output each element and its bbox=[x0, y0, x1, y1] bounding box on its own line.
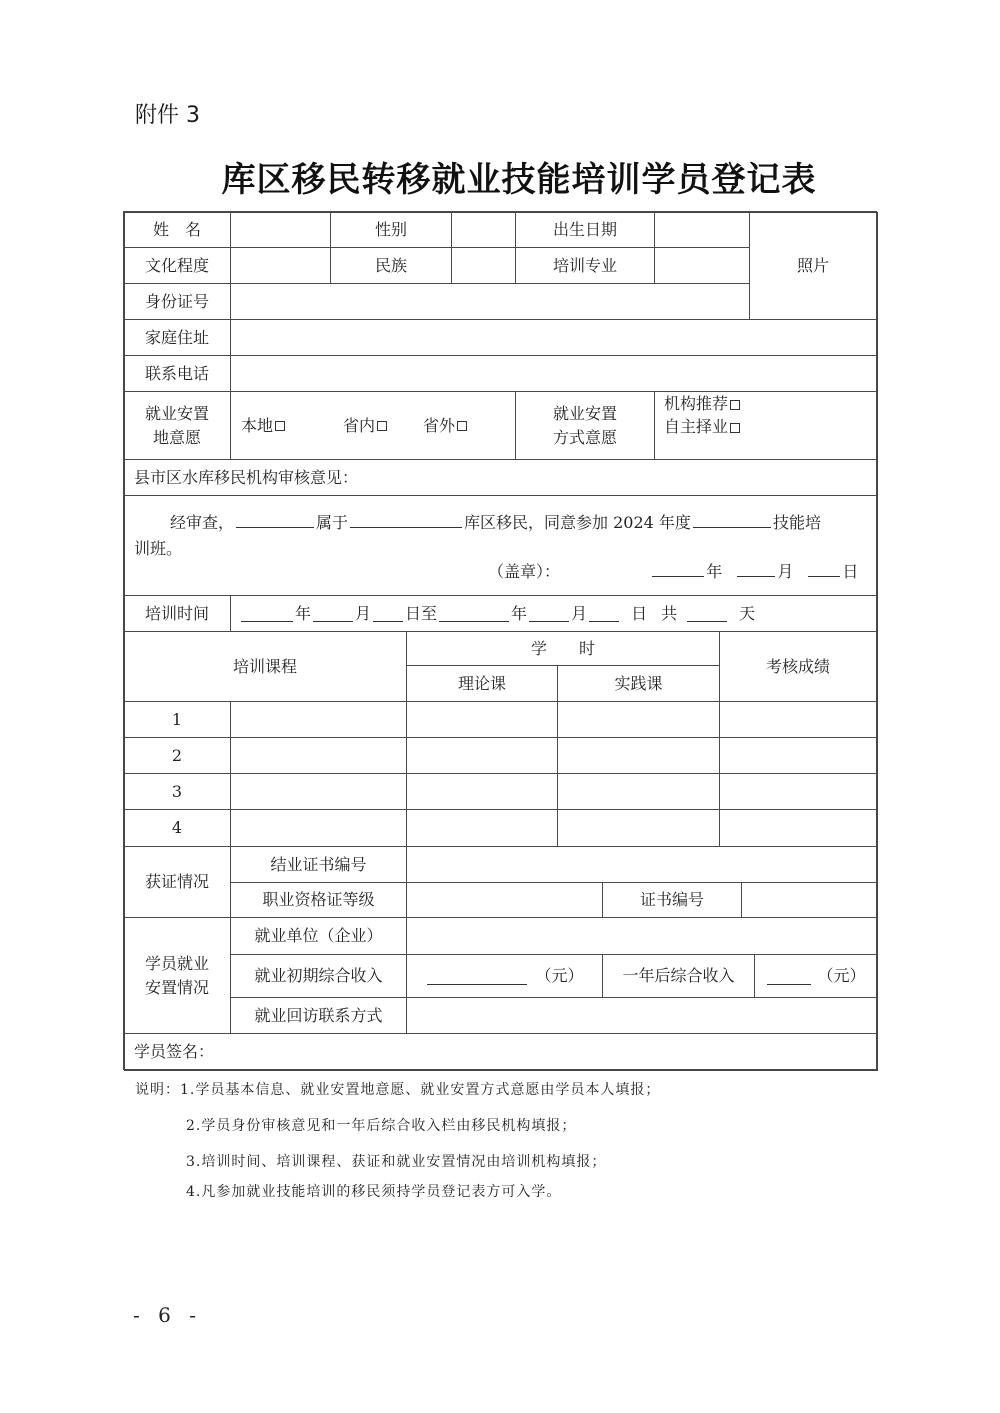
employer-field[interactable] bbox=[406, 917, 877, 955]
practice-hours-field[interactable] bbox=[557, 701, 720, 738]
option-self-employment[interactable]: 自主择业 bbox=[664, 415, 740, 438]
checkbox-icon[interactable] bbox=[377, 421, 387, 431]
score-field[interactable] bbox=[719, 809, 877, 847]
theory-hours-field[interactable] bbox=[406, 809, 558, 847]
review-month-blank[interactable] bbox=[737, 560, 775, 577]
training-major-label: 培训专业 bbox=[515, 247, 655, 284]
program-blank[interactable] bbox=[693, 511, 771, 528]
initial-income-label: 就业初期综合收入 bbox=[230, 954, 407, 998]
score-field[interactable] bbox=[719, 737, 877, 774]
course-name-field[interactable] bbox=[230, 809, 407, 847]
practice-header: 实践课 bbox=[557, 665, 720, 702]
followup-field[interactable] bbox=[406, 997, 877, 1034]
qualification-field[interactable] bbox=[406, 882, 603, 918]
review-statement: 经审查， 属于 库区移民，同意参加 2024 年度 技能培 bbox=[170, 513, 821, 532]
form-title: 库区移民转移就业技能培训学员登记表 bbox=[221, 160, 817, 200]
qualification-label: 职业资格证等级 bbox=[230, 882, 407, 918]
row-number: 4 bbox=[123, 809, 231, 847]
one-year-income-field: （元） bbox=[754, 954, 877, 998]
employment-label: 学员就业安置情况 bbox=[123, 917, 231, 1034]
ethnicity-label: 民族 bbox=[330, 247, 452, 284]
ethnicity-field[interactable] bbox=[451, 247, 516, 284]
initial-income-blank[interactable] bbox=[427, 968, 527, 985]
attachment-label: 附件 3 bbox=[135, 103, 200, 128]
review-heading: 县市区水库移民机构审核意见： bbox=[123, 459, 877, 496]
option-out-province[interactable]: 省外 bbox=[423, 414, 467, 437]
notes-line-1: 说明：1.学员基本信息、就业安置地意愿、就业安置方式意愿由学员本人填报； bbox=[135, 1082, 661, 1098]
seal-label: （盖章）： bbox=[488, 562, 561, 581]
hours-header: 学 时 bbox=[406, 631, 720, 666]
phone-label: 联系电话 bbox=[123, 355, 231, 392]
score-field[interactable] bbox=[719, 773, 877, 810]
theory-hours-field[interactable] bbox=[406, 701, 558, 738]
method-options bbox=[654, 391, 877, 460]
completion-cert-label: 结业证书编号 bbox=[230, 846, 407, 883]
end-month-blank[interactable] bbox=[529, 605, 569, 622]
student-signature[interactable]: 学员签名： bbox=[123, 1033, 877, 1070]
total-days-blank[interactable] bbox=[687, 605, 727, 622]
score-header: 考核成绩 bbox=[719, 631, 877, 702]
education-label: 文化程度 bbox=[123, 247, 231, 284]
theory-hours-field[interactable] bbox=[406, 773, 558, 810]
option-local[interactable]: 本地 bbox=[241, 414, 285, 437]
id-number-field[interactable] bbox=[230, 283, 750, 320]
start-year-blank[interactable] bbox=[241, 605, 293, 622]
option-agency-recommend[interactable]: 机构推荐 bbox=[664, 392, 740, 415]
location-options bbox=[230, 391, 516, 460]
practice-hours-field[interactable] bbox=[557, 737, 720, 774]
practice-hours-field[interactable] bbox=[557, 809, 720, 847]
cert-number-field[interactable] bbox=[741, 882, 877, 918]
course-name-field[interactable] bbox=[230, 773, 407, 810]
course-name-field[interactable] bbox=[230, 701, 407, 738]
start-month-blank[interactable] bbox=[313, 605, 353, 622]
id-number-label: 身份证号 bbox=[123, 283, 231, 320]
name-field[interactable] bbox=[230, 211, 331, 248]
notes-line-4: 4.凡参加就业技能培训的移民须持学员登记表方可入学。 bbox=[186, 1184, 562, 1200]
start-day-blank[interactable] bbox=[373, 605, 403, 622]
photo-box[interactable]: 照片 bbox=[749, 211, 877, 320]
end-year-blank[interactable] bbox=[439, 605, 509, 622]
birth-date-label: 出生日期 bbox=[515, 211, 655, 248]
training-major-field[interactable] bbox=[654, 247, 750, 284]
review-year-blank[interactable] bbox=[652, 560, 704, 577]
notes-line-2: 2.学员身份审核意见和一年后综合收入栏由移民机构填报； bbox=[186, 1118, 577, 1134]
review-seal-line: （盖章）： 年 月 日 bbox=[488, 562, 859, 581]
theory-hours-field[interactable] bbox=[406, 737, 558, 774]
row-number: 3 bbox=[123, 773, 231, 810]
initial-income-field: （元） bbox=[406, 954, 603, 998]
name-label: 姓 名 bbox=[123, 211, 231, 248]
review-statement-cont: 训班。 bbox=[134, 539, 183, 558]
page-number: - 6 - bbox=[133, 1303, 202, 1327]
score-field[interactable] bbox=[719, 701, 877, 738]
course-header: 培训课程 bbox=[123, 631, 407, 702]
checkbox-icon[interactable] bbox=[730, 423, 740, 433]
course-name-field[interactable] bbox=[230, 737, 407, 774]
notes-line-3: 3.培训时间、培训课程、获证和就业安置情况由培训机构填报； bbox=[186, 1154, 607, 1170]
cert-number-label: 证书编号 bbox=[602, 882, 742, 918]
checkbox-icon[interactable] bbox=[275, 421, 285, 431]
theory-header: 理论课 bbox=[406, 665, 558, 702]
phone-field[interactable] bbox=[230, 355, 877, 392]
gender-field[interactable] bbox=[451, 211, 516, 248]
location-preference-label: 就业安置地意愿 bbox=[123, 391, 231, 460]
end-day-blank[interactable] bbox=[589, 605, 619, 622]
notes-prefix: 说明： bbox=[135, 1082, 180, 1098]
row-number: 2 bbox=[123, 737, 231, 774]
row-number: 1 bbox=[123, 701, 231, 738]
one-year-income-blank[interactable] bbox=[767, 968, 811, 985]
certificates-label: 获证情况 bbox=[123, 846, 231, 918]
completion-cert-field[interactable] bbox=[406, 846, 877, 883]
practice-hours-field[interactable] bbox=[557, 773, 720, 810]
training-time-label: 培训时间 bbox=[123, 595, 231, 632]
address-field[interactable] bbox=[230, 319, 877, 356]
education-field[interactable] bbox=[230, 247, 331, 284]
employer-label: 就业单位（企业） bbox=[230, 917, 407, 955]
reservoir-blank[interactable] bbox=[350, 511, 462, 528]
review-day-blank[interactable] bbox=[808, 560, 840, 577]
checkbox-icon[interactable] bbox=[730, 400, 740, 410]
birth-date-field[interactable] bbox=[654, 211, 750, 248]
gender-label: 性别 bbox=[330, 211, 452, 248]
checkbox-icon[interactable] bbox=[457, 421, 467, 431]
followup-label: 就业回访联系方式 bbox=[230, 997, 407, 1034]
address-label: 家庭住址 bbox=[123, 319, 231, 356]
one-year-income-label: 一年后综合收入 bbox=[602, 954, 755, 998]
option-in-province[interactable]: 省内 bbox=[343, 414, 387, 437]
student-name-blank[interactable] bbox=[236, 511, 314, 528]
training-time-field: 年 月 日至 年 月 日 共 天 bbox=[230, 595, 877, 632]
method-preference-label: 就业安置方式意愿 bbox=[515, 391, 655, 460]
